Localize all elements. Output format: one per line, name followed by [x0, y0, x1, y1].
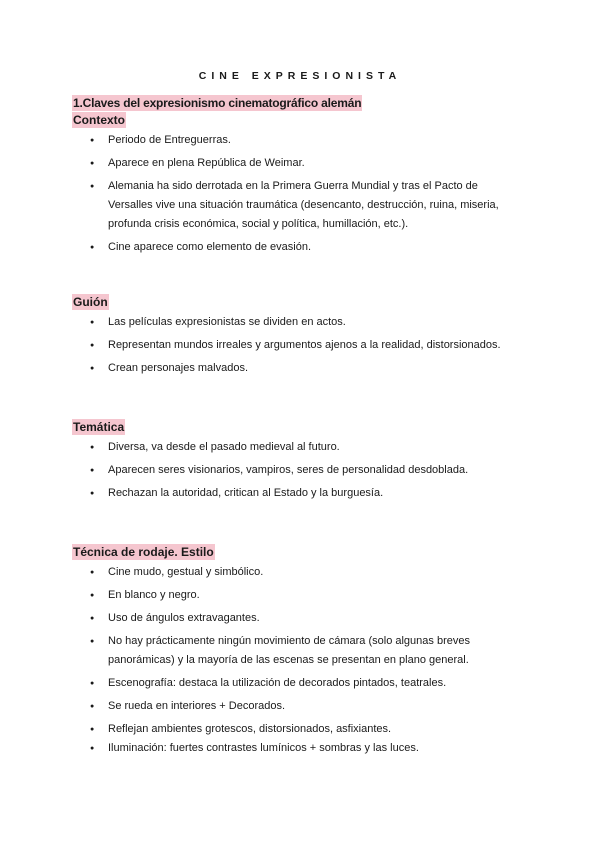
list-item: ● Crean personajes malvados. [72, 359, 512, 378]
list-item: ● Aparecen seres visionarios, vampiros, seres de personalidad desdoblada. [72, 461, 512, 480]
section-heading-guion: Guión [73, 295, 108, 309]
document-title: CINE EXPRESIONISTA [198, 70, 402, 82]
list-guion [72, 313, 512, 378]
list-item: ● Reflejan ambientes grotescos, distorsionados, asfixiantes. [72, 720, 512, 739]
list-item: ● Se rueda en interiores + Decorados. [72, 697, 512, 716]
main-heading: 1.Claves del expresionismo cinematográfico alemán [73, 96, 362, 110]
list-item: ● Iluminación: fuertes contrastes lumínicos + sombras y las luces. [72, 739, 512, 758]
list-tecnica [72, 563, 512, 758]
list-item: ● Periodo de Entreguerras. [72, 131, 512, 150]
section-heading-tecnica: Técnica de rodaje. Estilo [73, 545, 214, 559]
list-item: ● Aparece en plena República de Weimar. [72, 154, 512, 173]
section-heading-tematica: Temática [73, 420, 125, 434]
list-item: ● Diversa, va desde el pasado medieval al futuro. [72, 438, 512, 457]
list-item: ● En blanco y negro. [72, 586, 512, 605]
list-item: ● Cine mudo, gestual y simbólico. [72, 563, 512, 582]
list-contexto [72, 131, 512, 257]
list-item: ● Las películas expresionistas se dividen en actos. [72, 313, 512, 332]
list-item: ● Escenografía: destaca la utilización de decorados pintados, teatrales. [72, 674, 512, 693]
list-tematica [72, 438, 512, 503]
list-item: ● Representan mundos irreales y argumentos ajenos a la realidad, distorsionados. [72, 336, 512, 355]
section-heading-contexto: Contexto [73, 113, 125, 127]
list-item: ● Cine aparece como elemento de evasión. [72, 238, 512, 257]
list-item: ● Uso de ángulos extravagantes. [72, 609, 512, 628]
list-item: ● No hay prácticamente ningún movimiento de cámara (solo algunas breves panorámicas) y la mayoría de las escenas se presentan en plano general. [72, 632, 512, 670]
list-item: ● Rechazan la autoridad, critican al Estado y la burguesía. [72, 484, 512, 503]
list-item: ● Alemania ha sido derrotada en la Primera Guerra Mundial y tras el Pacto de Versalles vive una situación traumática (desencanto, destrucción, ruina, miseria, profunda crisis económica, social y política, humillación, etc.). [72, 177, 512, 234]
